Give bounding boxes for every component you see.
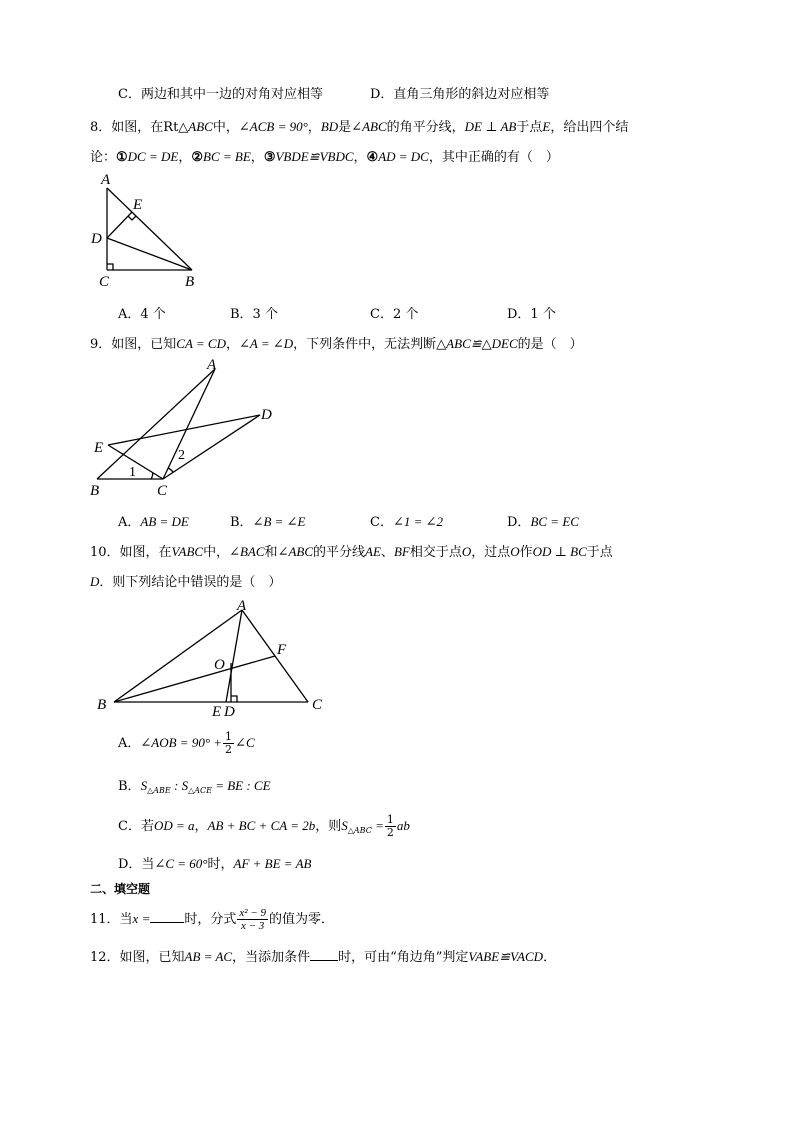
q8-label-e: E xyxy=(133,197,143,213)
q7-option-c: C．两边和其中一边的对角对应相等 xyxy=(118,87,323,102)
q9-option-a: A．AB = DE xyxy=(118,514,189,530)
q9-label-b: B xyxy=(90,483,100,499)
q8-label-c: C xyxy=(99,274,110,290)
q10-stem-line2: D．则下列结论中错误的是（ ） xyxy=(90,574,282,590)
q7-option-d: D．直角三角形的斜边对应相等 xyxy=(370,87,550,102)
q10-label-a: A xyxy=(237,598,247,614)
q9-label-d: D xyxy=(261,407,272,423)
q8-option-b: B．3 个 xyxy=(230,307,278,322)
q8-option-c: C．2 个 xyxy=(370,307,419,322)
q8-stem-line1: 8．如图，在Rt△ABC中，∠ACB = 90°，BD是∠ABC的角平分线，DE ⊥ AB于点E，给出四个结 xyxy=(90,119,629,135)
q12-answer-blank[interactable] xyxy=(310,948,338,961)
q9-label-a: A xyxy=(207,357,217,373)
q10-option-d: D．当∠C = 60°时，AF + BE = AB xyxy=(118,856,312,872)
q9-angle-1-arc xyxy=(151,473,153,479)
section-fill-in-title: 二、填空题 xyxy=(90,882,151,896)
q8-stem-line2: 论：①DC = DE，②BC = BE，③VBDE≌VBDC，④AD = DC，其中正确的有（ ） xyxy=(90,149,559,165)
q10-label-f: F xyxy=(277,642,287,658)
q12-stem: 12．如图，已知AB = AC，当添加条件 时，可由“角边角”判定VABE≌VACD． xyxy=(90,949,557,965)
q10-option-a: A．∠AOB = 90° + $\frac{1}{2}$ ∠C xyxy=(118,730,255,756)
q8-label-b: B xyxy=(185,274,195,290)
q10-label-c: C xyxy=(312,697,323,713)
q8-line-db xyxy=(107,238,192,270)
q10-figure xyxy=(92,594,337,722)
q10-line-bf xyxy=(114,656,275,702)
q9-label-angle-1: 1 xyxy=(129,465,136,480)
q8-figure xyxy=(85,168,215,293)
q9-option-c: C．∠1 = ∠2 xyxy=(370,514,444,530)
q10-label-o: O xyxy=(214,657,225,673)
q8-option-d: D．1 个 xyxy=(507,307,556,322)
q9-line-ba xyxy=(97,369,215,479)
q8-line-ab xyxy=(107,188,192,270)
q9-figure xyxy=(85,355,285,500)
q10-label-e: E xyxy=(212,704,222,720)
q10-line-ba xyxy=(114,610,242,702)
q8-right-angle-e xyxy=(128,216,136,220)
q11-answer-blank[interactable] xyxy=(150,910,184,923)
q10-line-ae xyxy=(226,610,242,702)
q8-label-a: A xyxy=(101,172,111,188)
q8-option-a: A．4 个 xyxy=(118,307,166,322)
q10-stem-line1: 10．如图，在VABC中，∠BAC和∠ABC的平分线AE、BF相交于点O，过点O作OD ⊥ BC于点 xyxy=(90,544,613,560)
q9-option-b: B．∠B = ∠E xyxy=(230,514,306,530)
q10-label-d: D xyxy=(224,704,235,720)
q9-option-d: D．BC = EC xyxy=(507,514,579,530)
q8-right-angle-c xyxy=(107,264,113,270)
q9-label-angle-2: 2 xyxy=(178,448,185,463)
q10-right-angle-d xyxy=(231,696,237,702)
q10-option-b: B．$S_{\triangle ABE}$ : $S_{\triangle ACE}$ = BE : CE xyxy=(118,778,271,795)
q11-stem: 11．当x = 时，分式 $\frac{\text{x² − 9}}{x - 3}$ 的值为零． xyxy=(90,907,334,932)
q9-angle-2-arc xyxy=(168,468,173,472)
q10-option-c: C．若OD = a，AB + BC + CA = 2b，则$S_{\triangle ABC}$ = $\frac{1}{2}$ ab xyxy=(118,813,410,839)
q8-label-d: D xyxy=(91,231,102,247)
q9-label-e: E xyxy=(94,440,104,456)
q10-label-b: B xyxy=(97,697,107,713)
q9-stem: 9．如图，已知CA = CD，∠A = ∠D，下列条件中，无法判断△ABC≌△DEC的是（ ） xyxy=(90,336,583,352)
q9-label-c: C xyxy=(157,483,168,499)
